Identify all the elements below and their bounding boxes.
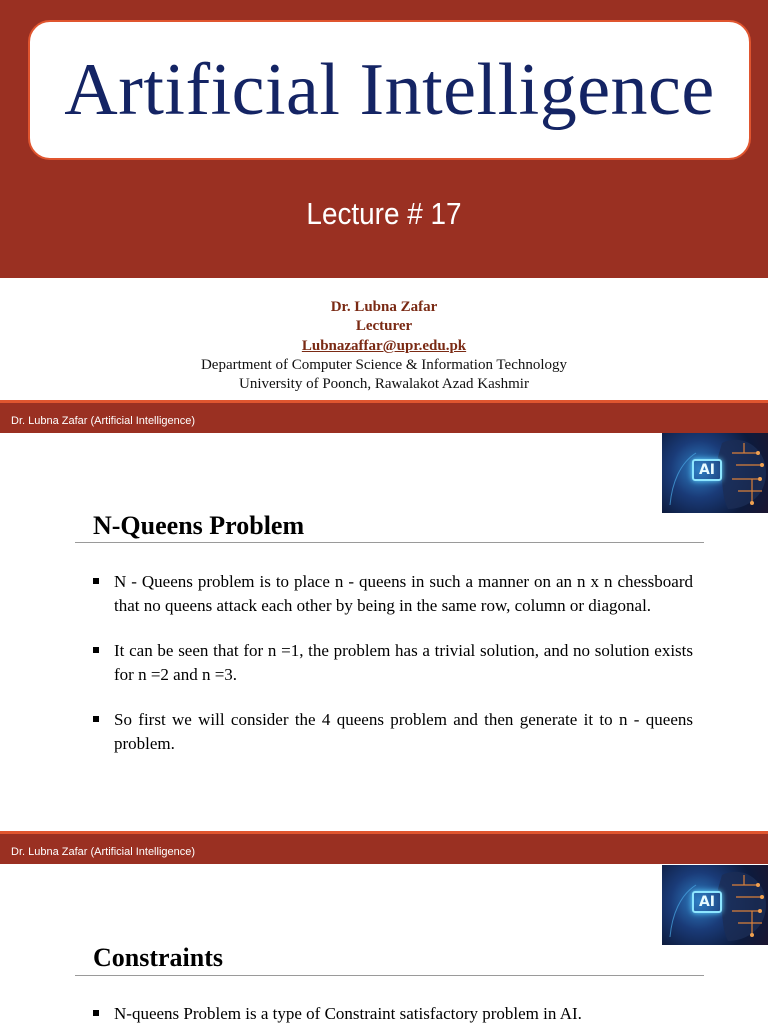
author-email-link[interactable]: Lubnazaffar@upr.edu.pk <box>301 338 467 354</box>
footer-band: Dr. Lubna Zafar (Artificial Intelligence) <box>0 831 768 864</box>
ai-head-icon <box>662 433 768 513</box>
bullet-text: N-queens Problem is a type of Constraint satisfactory problem in AI. <box>114 1004 582 1023</box>
slide-heading: N-Queens Problem <box>93 511 305 540</box>
slide-heading: Constraints <box>93 943 224 972</box>
bullet-square-icon <box>93 716 99 722</box>
ai-label: AI <box>692 459 722 481</box>
slide-title: Artificial Intelligence <box>64 48 715 131</box>
bullet-square-icon <box>93 578 99 584</box>
title-box <box>28 20 751 160</box>
bullet-item <box>93 570 693 618</box>
content-slide-constraints <box>0 864 768 1024</box>
bullet-item <box>93 639 693 687</box>
bullet-list <box>93 1002 693 1024</box>
ai-label: AI <box>692 891 722 913</box>
bullet-item <box>93 1002 693 1024</box>
content-slide-n-queens <box>0 433 768 831</box>
bullet-square-icon <box>93 647 99 653</box>
heading-divider <box>75 542 704 543</box>
bullet-square-icon <box>93 1010 99 1016</box>
bullet-text: N - Queens problem is to place n - queens in such a manner on an n x n chessboard that no queens attack each other by being in the same row, column or diagonal. <box>114 572 693 615</box>
author-block <box>0 298 768 394</box>
author-role: Lecturer <box>355 318 413 334</box>
author-university: University of Poonch, Rawalakot Azad Kashmir <box>239 376 529 392</box>
author-name: Dr. Lubna Zafar <box>330 299 438 315</box>
heading-divider <box>75 975 704 976</box>
bullet-text: So first we will consider the 4 queens problem and then generate it to n - queens problem. <box>114 710 693 753</box>
bullet-item <box>93 708 693 756</box>
ai-head-icon <box>662 865 768 945</box>
lecture-number: Lecture # 17 <box>306 196 462 231</box>
bullet-list <box>93 570 693 777</box>
title-slide <box>0 0 768 400</box>
footer-band: Dr. Lubna Zafar (Artificial Intelligence) <box>0 400 768 433</box>
author-department: Department of Computer Science & Information Technology <box>200 357 568 373</box>
title-band <box>0 0 768 278</box>
bullet-text: It can be seen that for n =1, the problem has a trivial solution, and no solution exists for n =2 and n =3. <box>114 641 693 684</box>
